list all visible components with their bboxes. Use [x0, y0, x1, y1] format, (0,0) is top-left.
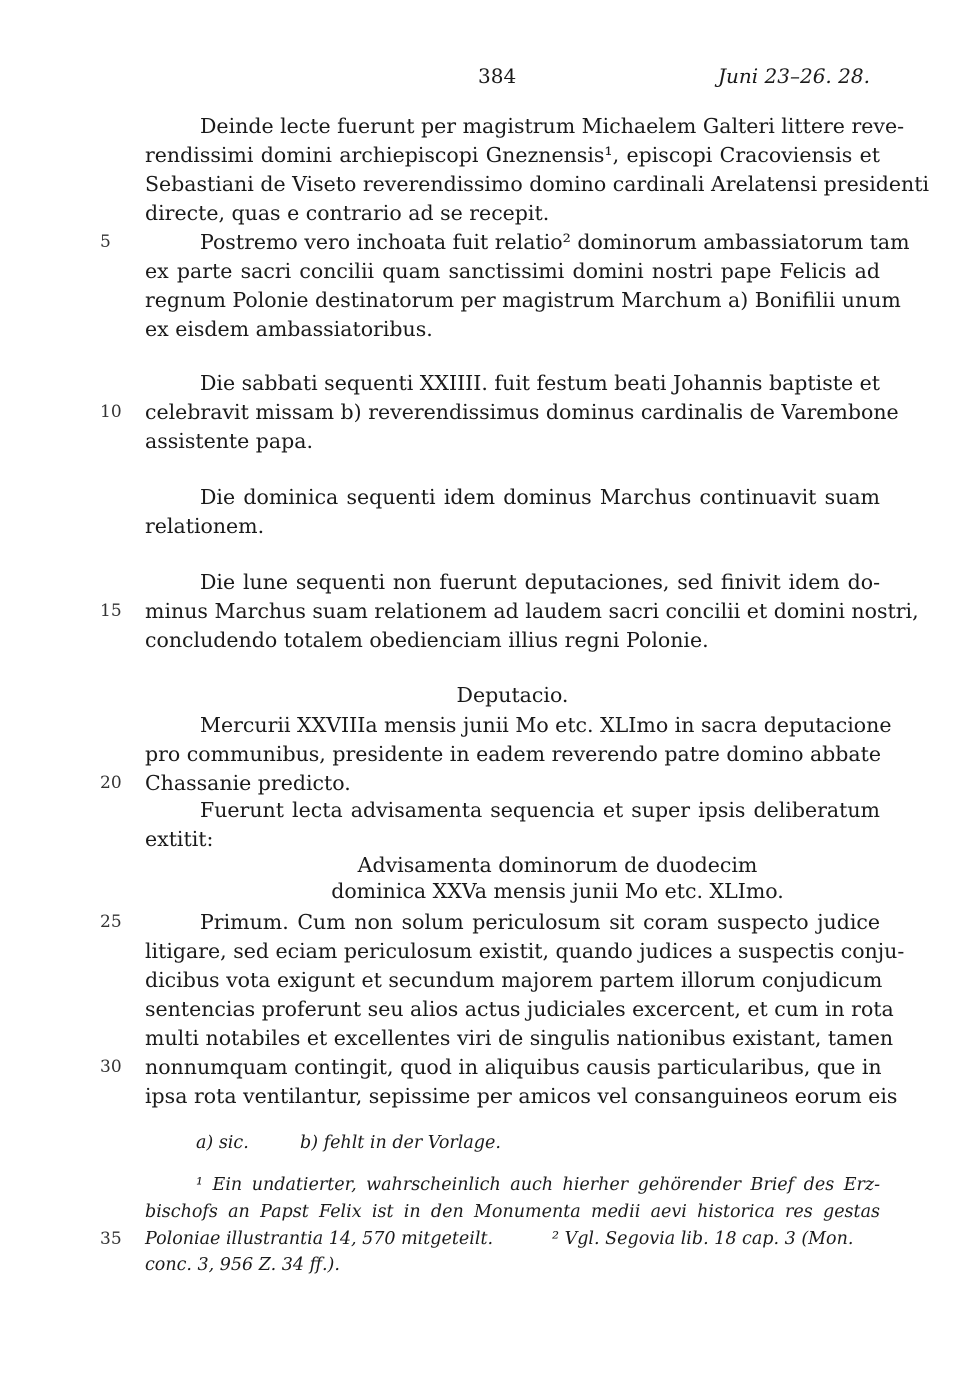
line-number: 5: [100, 232, 111, 252]
text-line: Primum. Cum non solum periculosum sit coram suspecto judice: [200, 910, 880, 934]
apparatus-note-a: a) sic.: [196, 1133, 249, 1153]
footnote-line: bischofs an Papst Felix ist in den Monumenta medii aevi historica res gestas: [145, 1202, 880, 1222]
line-number: 25: [100, 912, 122, 932]
text-line: Chassanie predicto.: [145, 771, 351, 795]
line-number: 30: [100, 1057, 122, 1077]
text-line: Sebastiani de Viseto reverendissimo domino cardinali Arelatensi presidenti: [145, 172, 930, 196]
text-line: Mercurii XXVIIIa mensis junii Mo etc. XLImo in sacra deputacione: [200, 713, 892, 737]
text-line: relationem.: [145, 514, 265, 538]
text-line: litigare, sed eciam periculosum existit, quando judices a suspectis conju-: [145, 939, 905, 963]
line-number: 20: [100, 773, 122, 793]
text-line: ex parte sacri concilii quam sanctissimi domini nostri pape Felicis ad: [145, 259, 880, 283]
footnote-line: ² Vgl. Segovia lib. 18 cap. 3 (Mon.: [552, 1229, 854, 1249]
text-line: extitit:: [145, 827, 214, 851]
text-line: directe, quas e contrario ad se recepit.: [145, 201, 550, 225]
text-line: assistente papa.: [145, 429, 314, 453]
running-head: Juni 23–26. 28.: [718, 64, 870, 88]
text-line: Die dominica sequenti idem dominus Marchus continuavit suam: [200, 485, 880, 509]
subheading-line: dominica XXVa mensis junii Mo etc. XLImo.: [331, 879, 784, 903]
text-line: Fuerunt lecta advisamenta sequencia et super ipsis deliberatum: [200, 798, 880, 822]
footnote-line: ¹ Ein undatierter, wahrscheinlich auch hierher gehörender Brief des Erz-: [196, 1175, 880, 1195]
line-number: 35: [100, 1229, 122, 1249]
footnote-line: Poloniae illustrantia 14, 570 mitgeteilt.: [145, 1229, 494, 1249]
subheading-line: Advisamenta dominorum de duodecim: [357, 853, 758, 877]
text-line: rendissimi domini archiepiscopi Gneznensis¹, episcopi Cracoviensis et: [145, 143, 880, 167]
line-number: 10: [100, 402, 122, 422]
text-line: Deinde lecte fuerunt per magistrum Michaelem Galteri littere reve-: [200, 114, 905, 138]
text-line: ipsa rota ventilantur, sepissime per amicos vel consanguineos eorum eis: [145, 1084, 898, 1108]
text-line: ex eisdem ambassiatoribus.: [145, 317, 433, 341]
text-line: concludendo totalem obedienciam illius regni Polonie.: [145, 628, 709, 652]
text-line: Postremo vero inchoata fuit relatio² dominorum ambassiatorum tam: [200, 230, 910, 254]
text-line: Die sabbati sequenti XXIIII. fuit festum beati Johannis baptiste et: [200, 371, 880, 395]
footnote-line: conc. 3, 956 Z. 34 ff.).: [145, 1255, 340, 1275]
text-line: dicibus vota exigunt et secundum majorem partem illorum conjudicum: [145, 968, 883, 992]
text-line: regnum Polonie destinatorum per magistrum Marchum a) Bonifilii unum: [145, 288, 901, 312]
text-line: minus Marchus suam relationem ad laudem sacri concilii et domini nostri,: [145, 599, 919, 623]
text-line: nonnumquam contingit, quod in aliquibus causis particularibus, que in: [145, 1055, 882, 1079]
page-number: 384: [478, 64, 517, 88]
text-line: Die lune sequenti non fuerunt deputaciones, sed finivit idem do-: [200, 570, 880, 594]
apparatus-note-b: b) fehlt in der Vorlage.: [300, 1133, 501, 1153]
section-heading: Deputacio.: [456, 683, 569, 707]
line-number: 15: [100, 601, 122, 621]
text-line: sentencias proferunt seu alios actus judiciales excercent, et cum in rota: [145, 997, 894, 1021]
text-line: multi notabiles et excellentes viri de singulis nationibus existant, tamen: [145, 1026, 894, 1050]
text-line: celebravit missam b) reverendissimus dominus cardinalis de Varembone: [145, 400, 899, 424]
text-line: pro communibus, presidente in eadem reverendo patre domino abbate: [145, 742, 882, 766]
